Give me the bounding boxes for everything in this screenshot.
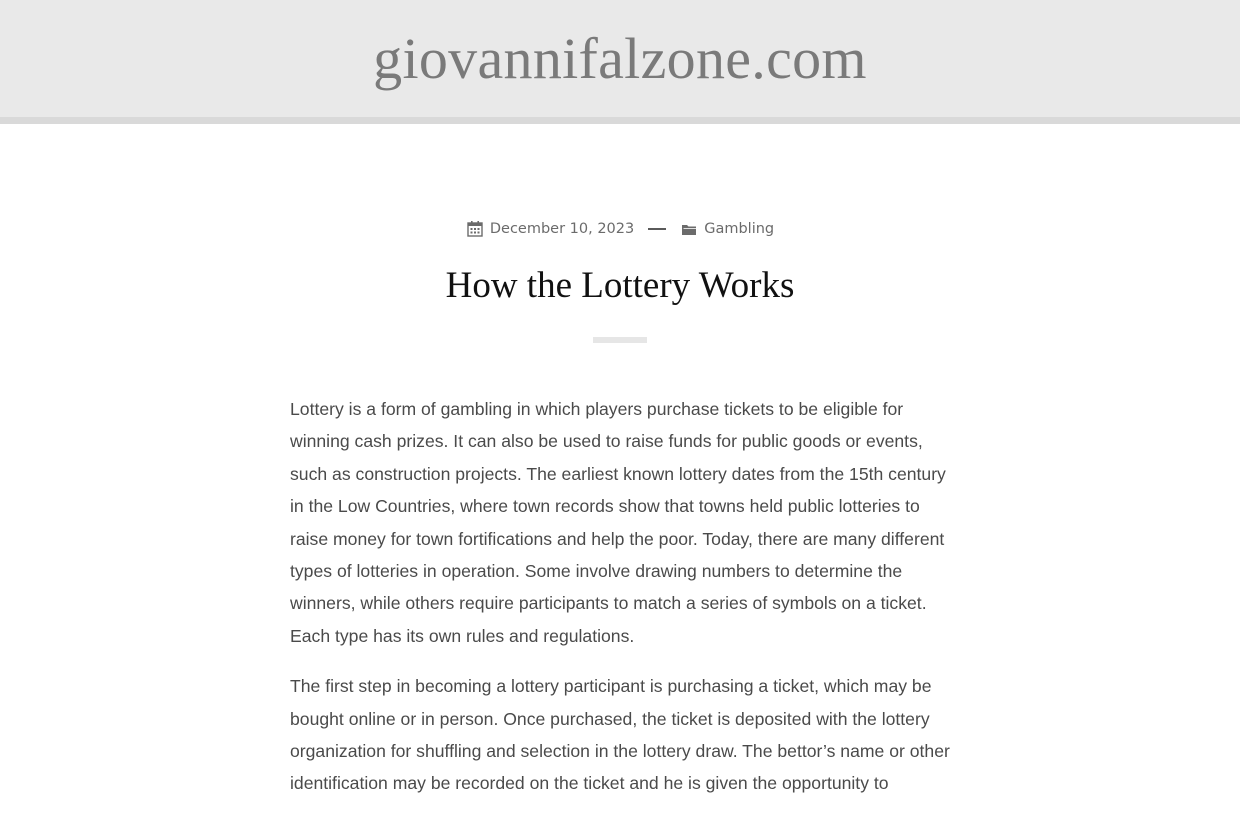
post-category (680, 220, 774, 238)
post-paragraph: Lottery is a form of gambling in which players purchase tickets to be eligible for winning cash prizes. It can also be used to raise funds for public goods or events, such as construction projects. The earliest known lottery dates from the 15th century in the Low Countries, where town records show that towns held public lotteries to raise money for town fortifications and help the poor. Today, there are many different types of lotteries in operation. Some involve drawing numbers to determine the winners, while others require participants to match a series of symbols on a ticket. Each type has its own rules and regulations. (290, 399, 946, 646)
post-title: How the Lottery Works (445, 265, 795, 306)
post-paragraph: The first step in becoming a lottery participant is purchasing a ticket, which may be bought online or in person. Once purchased, the ticket is deposited with the lottery organization for shuffling and selection in the lottery draw. The bettor’s name or other identification may be recorded on the ticket and he is given the opportunity to (290, 676, 950, 794)
category-link[interactable]: Gambling (704, 221, 775, 237)
post-date (466, 220, 634, 238)
post-body (290, 393, 960, 818)
post-date-link[interactable]: December 10, 2023 (489, 221, 635, 237)
post-meta (0, 216, 1240, 242)
site-header (0, 0, 1240, 124)
site-title-link[interactable]: giovannifalzone.com (373, 26, 867, 91)
calendar-icon (466, 220, 484, 238)
title-divider (593, 337, 647, 343)
meta-separator (648, 228, 666, 230)
folder-icon (680, 220, 698, 238)
